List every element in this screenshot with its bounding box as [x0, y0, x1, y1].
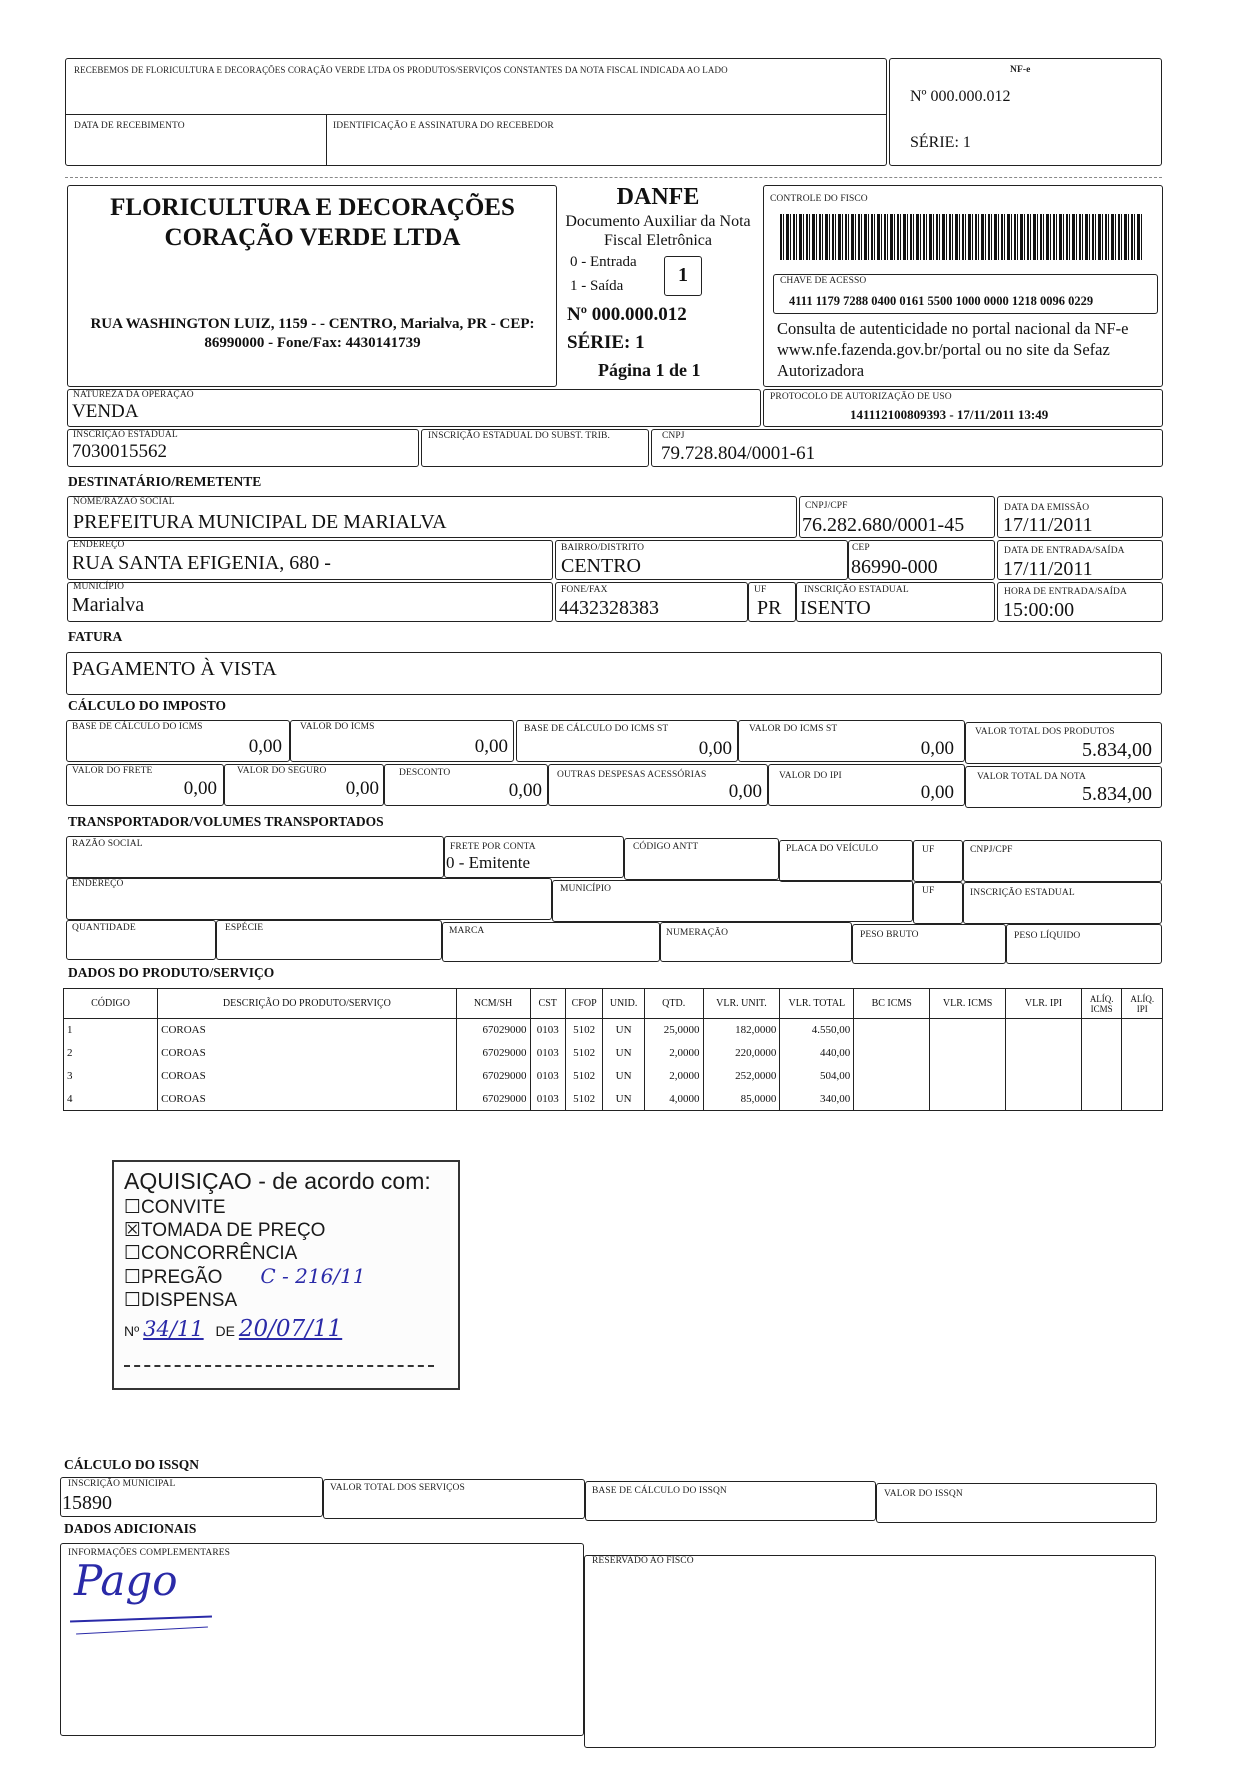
- cell-cfop: 5102: [565, 1088, 602, 1111]
- cell-vlr-unit: 220,0000: [703, 1042, 780, 1065]
- unchecked-box-icon: ☐: [124, 1243, 142, 1264]
- total-prod-label: VALOR TOTAL DOS PRODUTOS: [975, 727, 1115, 737]
- issqn-section: CÁLCULO DO ISSQN: [64, 1457, 200, 1472]
- canhoto-vdivider: [326, 114, 327, 166]
- stamp-title: AQUISIÇAO - de acordo com:: [124, 1168, 431, 1194]
- cell-codigo: 4: [64, 1088, 158, 1111]
- canhoto-serie: SÉRIE: 1: [910, 134, 971, 151]
- frete-label: VALOR DO FRETE: [72, 766, 153, 776]
- bc-icms-value: 0,00: [248, 736, 282, 757]
- transp-frete-value: 0 - Emitente: [446, 853, 531, 872]
- cell-bc-icms: [854, 1088, 930, 1111]
- receiver-signature-label: IDENTIFICAÇÃO E ASSINATURA DO RECEBEDOR: [333, 121, 554, 131]
- transporte-section: TRANSPORTADOR/VOLUMES TRANSPORTADOS: [68, 814, 384, 829]
- icms-label: VALOR DO ICMS: [300, 722, 375, 732]
- cell-codigo: 2: [64, 1042, 158, 1065]
- dest-nome-label: NOME/RAZÃO SOCIAL: [73, 497, 175, 507]
- cell-aliq-ipi: [1122, 1065, 1163, 1088]
- dest-entrada-value: 17/11/2011: [1003, 558, 1093, 580]
- outras-label: OUTRAS DESPESAS ACESSÓRIAS: [557, 770, 707, 780]
- transp-peso-liquido-label: PESO LÍQUIDO: [1014, 931, 1081, 941]
- cell-qtd: 2,0000: [644, 1065, 703, 1088]
- cell-vlr-unit: 85,0000: [703, 1088, 780, 1111]
- cell-cfop: 5102: [565, 1019, 602, 1042]
- transp-razao-label: RAZÃO SOCIAL: [72, 839, 143, 849]
- total-prod-value: 5.834,00: [1082, 739, 1152, 761]
- col-unid: UNID.: [603, 989, 644, 1019]
- handwritten-pago: Pago: [74, 1556, 178, 1605]
- transp-uf2-label: UF: [922, 886, 935, 896]
- checked-box-icon: ☒: [124, 1220, 142, 1241]
- col-ncm: NCM/SH: [456, 989, 530, 1019]
- transp-frete-label: FRETE POR CONTA: [450, 842, 536, 852]
- stamp-option-convite: ☐CONVITE: [124, 1197, 226, 1218]
- dest-ie-value: ISENTO: [800, 597, 871, 619]
- cell-unid: UN: [603, 1065, 644, 1088]
- seguro-value: 0,00: [345, 778, 379, 799]
- transp-municipio-label: MUNICÍPIO: [560, 884, 612, 894]
- transp-ie-label: INSCRIÇÃO ESTADUAL: [970, 888, 1075, 898]
- col-vlr-ipi: VLR. IPI: [1006, 989, 1082, 1019]
- cell-bc-icms: [854, 1065, 930, 1088]
- frete-value: 0,00: [183, 778, 217, 799]
- imposto-section: CÁLCULO DO IMPOSTO: [68, 698, 227, 713]
- cell-cfop: 5102: [565, 1065, 602, 1088]
- barcode-image: [780, 214, 1144, 260]
- table-row: [64, 1065, 1163, 1088]
- cell-vlr-ipi: [1006, 1019, 1082, 1042]
- cell-vlr-icms: [930, 1019, 1006, 1042]
- stamp-option-pregao: ☐PREGÃO C - 216/11: [124, 1264, 366, 1288]
- cell-aliq-icms: [1081, 1042, 1121, 1065]
- transp-peso-bruto-label: PESO BRUTO: [860, 930, 919, 940]
- cell-vlr-ipi: [1006, 1065, 1082, 1088]
- cut-line: [65, 177, 1162, 178]
- reservado-fisco-box: [584, 1555, 1156, 1748]
- dest-uf-value: PR: [757, 597, 782, 619]
- col-cfop: CFOP: [565, 989, 602, 1019]
- ipi-value: 0,00: [920, 782, 954, 803]
- cell-vlr-icms: [930, 1065, 1006, 1088]
- desconto-value: 0,00: [508, 780, 542, 801]
- ipi-label: VALOR DO IPI: [779, 771, 842, 781]
- table-row: [64, 1088, 1163, 1111]
- transp-qtd-label: QUANTIDADE: [72, 923, 136, 933]
- col-vlr-total: VLR. TOTAL: [780, 989, 854, 1019]
- stamp-option-concorrencia: ☐CONCORRÊNCIA: [124, 1243, 298, 1264]
- transp-endereco-box: [66, 878, 552, 920]
- cell-vlr-total: 340,00: [780, 1088, 854, 1111]
- danfe-number: Nº 000.000.012: [567, 304, 687, 325]
- canhoto-nfe-label: NF-e: [1010, 65, 1031, 75]
- dest-cep-value: 86990-000: [851, 556, 938, 578]
- issqn-base-label: BASE DE CÁLCULO DO ISSQN: [592, 1486, 727, 1496]
- bc-st-value: 0,00: [698, 738, 732, 759]
- stamp-handwritten-date: 20/07/11: [238, 1316, 343, 1342]
- cell-aliq-ipi: [1122, 1088, 1163, 1111]
- cell-aliq-icms: [1081, 1088, 1121, 1111]
- info-complementares-label: INFORMAÇÕES COMPLEMENTARES: [68, 1548, 231, 1558]
- cell-unid: UN: [603, 1019, 644, 1042]
- dest-endereco-value: RUA SANTA EFIGENIA, 680 -: [72, 552, 331, 574]
- danfe-title: DANFE: [616, 184, 700, 210]
- stamp-option-dispensa: ☐DISPENSA: [124, 1290, 238, 1311]
- cell-aliq-icms: [1081, 1065, 1121, 1088]
- controle-fisco-label: CONTROLE DO FISCO: [770, 194, 868, 204]
- cell-ncm: 67029000: [456, 1065, 530, 1088]
- transp-uf-box: [913, 840, 963, 882]
- danfe-entrada: 0 - Entrada: [570, 254, 637, 270]
- dest-cep-label: CEP: [852, 543, 870, 553]
- cell-qtd: 25,0000: [644, 1019, 703, 1042]
- stamp-number-line: Nº 34/11 DE 20/07/11: [124, 1316, 343, 1342]
- cell-qtd: 4,0000: [644, 1088, 703, 1111]
- transp-numeracao-label: NUMERAÇÃO: [666, 928, 729, 938]
- cell-vlr-ipi: [1006, 1088, 1082, 1111]
- col-descricao: DESCRIÇÃO DO PRODUTO/SERVIÇO: [158, 989, 457, 1019]
- canhoto-number: Nº 000.000.012: [910, 88, 1011, 105]
- receipt-date-label: DATA DE RECEBIMENTO: [74, 121, 185, 131]
- ie-label: INSCRIÇÃO ESTADUAL: [73, 430, 178, 440]
- acquisition-stamp: [112, 1160, 460, 1390]
- transp-antt-label: CÓDIGO ANTT: [633, 842, 699, 852]
- stamp-signature-line: [124, 1365, 434, 1367]
- consulta-text: Consulta de autenticidade no portal nacional da NF-e www.nfe.fazenda.gov.br/portal ou no site da Sefaz Autorizadora: [777, 319, 1129, 380]
- danfe-serie: SÉRIE: 1: [567, 332, 645, 353]
- dest-uf-label: UF: [754, 585, 767, 595]
- cell-ncm: 67029000: [456, 1042, 530, 1065]
- dest-hora-value: 15:00:00: [1003, 599, 1075, 621]
- stamp-option-tomada: ☒TOMADA DE PREÇO: [124, 1220, 326, 1241]
- col-aliq-icms: ALÍQ. ICMS: [1081, 989, 1121, 1019]
- cell-vlr-total: 504,00: [780, 1065, 854, 1088]
- col-vlr-icms: VLR. ICMS: [930, 989, 1006, 1019]
- unchecked-box-icon: ☐: [124, 1290, 142, 1311]
- destinatario-section: DESTINATÁRIO/REMETENTE: [68, 474, 262, 489]
- dest-fone-label: FONE/FAX: [561, 585, 608, 595]
- cell-aliq-ipi: [1122, 1019, 1163, 1042]
- icms-value: 0,00: [474, 736, 508, 757]
- natureza-value: VENDA: [72, 401, 139, 422]
- cell-bc-icms: [854, 1042, 930, 1065]
- col-aliq-ipi: ALÍQ. IPI: [1122, 989, 1163, 1019]
- col-bc-icms: BC ICMS: [854, 989, 930, 1019]
- cell-vlr-ipi: [1006, 1042, 1082, 1065]
- table-row: [64, 1042, 1163, 1065]
- cell-cfop: 5102: [565, 1042, 602, 1065]
- natureza-label: NATUREZA DA OPERAÇÃO: [73, 390, 194, 400]
- table-row: [64, 1019, 1163, 1042]
- bc-icms-label: BASE DE CÁLCULO DO ICMS: [72, 722, 203, 732]
- cell-vlr-unit: 252,0000: [703, 1065, 780, 1088]
- transp-uf2-box: [913, 882, 963, 924]
- icms-st-label: VALOR DO ICMS ST: [749, 724, 838, 734]
- chave-value: 4111 1179 7288 0400 0161 5500 1000 0000 1218 0096 0229: [789, 294, 1094, 308]
- cell-cst: 0103: [530, 1088, 565, 1111]
- col-qtd: QTD.: [644, 989, 703, 1019]
- dest-hora-label: HORA DE ENTRADA/SAÍDA: [1004, 587, 1127, 597]
- danfe-tipo-box: 1: [664, 256, 702, 296]
- dest-bairro-value: CENTRO: [561, 555, 641, 577]
- reservado-fisco-label: RESERVADO AO FISCO: [592, 1556, 694, 1566]
- issqn-im-value: 15890: [62, 1492, 112, 1514]
- dest-cnpj-value: 76.282.680/0001-45: [802, 514, 965, 536]
- cnpj-value: 79.728.804/0001-61: [661, 443, 816, 464]
- desconto-label: DESCONTO: [399, 768, 451, 778]
- transp-marca-label: MARCA: [449, 926, 485, 936]
- transp-endereco-label: ENDEREÇO: [72, 879, 124, 889]
- cell-unid: UN: [603, 1042, 644, 1065]
- emitente-name: FLORICULTURA E DECORAÇÕES CORAÇÃO VERDE LTDA: [110, 194, 515, 251]
- products-table: [63, 988, 1163, 1111]
- cell-aliq-icms: [1081, 1019, 1121, 1042]
- dest-ie-label: INSCRIÇÃO ESTADUAL: [804, 585, 909, 595]
- protocolo-value: 141112100809393 - 17/11/2011 13:49: [850, 407, 1049, 422]
- col-cst: CST: [530, 989, 565, 1019]
- transp-placa-label: PLACA DO VEÍCULO: [786, 844, 879, 854]
- dest-municipio-value: Marialva: [72, 594, 145, 616]
- unchecked-box-icon: ☐: [124, 1197, 142, 1218]
- canhoto-text: RECEBEMOS DE FLORICULTURA E DECORAÇÕES CORAÇÃO VERDE LTDA OS PRODUTOS/SERVIÇOS CONSTANTES DA NOTA FISCAL INDICADA AO LADO: [74, 65, 728, 75]
- fatura-value: PAGAMENTO À VISTA: [72, 658, 277, 680]
- cell-bc-icms: [854, 1019, 930, 1042]
- fatura-section: FATURA: [68, 629, 123, 644]
- cell-descricao: COROAS: [158, 1088, 457, 1111]
- outras-value: 0,00: [728, 781, 762, 802]
- dest-nome-value: PREFEITURA MUNICIPAL DE MARIALVA: [73, 511, 447, 533]
- cell-descricao: COROAS: [158, 1019, 457, 1042]
- cnpj-label: CNPJ: [662, 431, 685, 441]
- dest-entrada-label: DATA DE ENTRADA/SAÍDA: [1004, 546, 1125, 556]
- stamp-handwritten-process: C - 216/11: [260, 1264, 366, 1288]
- cell-vlr-unit: 182,0000: [703, 1019, 780, 1042]
- total-nota-value: 5.834,00: [1082, 783, 1152, 805]
- issqn-servicos-label: VALOR TOTAL DOS SERVIÇOS: [330, 1483, 465, 1493]
- cell-aliq-ipi: [1122, 1042, 1163, 1065]
- chave-label: CHAVE DE ACESSO: [780, 276, 867, 286]
- total-nota-label: VALOR TOTAL DA NOTA: [977, 772, 1087, 782]
- products-header-row: [64, 989, 1163, 1019]
- issqn-im-label: INSCRIÇÃO MUNICIPAL: [68, 1479, 176, 1489]
- stamp-handwritten-number: 34/11: [143, 1317, 204, 1341]
- cell-cst: 0103: [530, 1019, 565, 1042]
- cell-cst: 0103: [530, 1065, 565, 1088]
- transp-uf-label: UF: [922, 845, 935, 855]
- transp-peso-liquido-box: [1006, 924, 1162, 964]
- dest-fone-value: 4432328383: [559, 597, 659, 619]
- cell-qtd: 2,0000: [644, 1042, 703, 1065]
- cell-codigo: 1: [64, 1019, 158, 1042]
- cell-vlr-total: 440,00: [780, 1042, 854, 1065]
- dest-cnpj-label: CNPJ/CPF: [805, 501, 848, 511]
- issqn-valor-label: VALOR DO ISSQN: [884, 1489, 963, 1499]
- cell-vlr-total: 4.550,00: [780, 1019, 854, 1042]
- unchecked-box-icon: ☐: [124, 1267, 142, 1288]
- protocolo-label: PROTOCOLO DE AUTORIZAÇÃO DE USO: [770, 392, 952, 402]
- emitente-address: RUA WASHINGTON LUIZ, 1159 - - CENTRO, Marialva, PR - CEP: 86990000 - Fone/Fax: 4430141739: [90, 316, 535, 351]
- danfe-subtitle: Documento Auxiliar da Nota Fiscal Eletrônica: [565, 213, 751, 249]
- cell-codigo: 3: [64, 1065, 158, 1088]
- ie-value: 7030015562: [72, 441, 167, 462]
- seguro-label: VALOR DO SEGURO: [237, 766, 327, 776]
- col-codigo: CÓDIGO: [64, 989, 158, 1019]
- cell-vlr-icms: [930, 1042, 1006, 1065]
- dest-emissao-label: DATA DA EMISSÃO: [1004, 503, 1090, 513]
- produtos-section: DADOS DO PRODUTO/SERVIÇO: [68, 965, 275, 980]
- cell-vlr-icms: [930, 1088, 1006, 1111]
- canhoto-divider: [65, 114, 887, 115]
- danfe-pagina: Página 1 de 1: [598, 360, 701, 380]
- dest-endereco-label: ENDEREÇO: [73, 540, 125, 550]
- cell-ncm: 67029000: [456, 1019, 530, 1042]
- cell-ncm: 67029000: [456, 1088, 530, 1111]
- dest-municipio-label: MUNICÍPIO: [73, 582, 125, 592]
- transp-especie-label: ESPÉCIE: [225, 923, 264, 933]
- dest-bairro-label: BAIRRO/DISTRITO: [561, 543, 645, 553]
- icms-st-value: 0,00: [920, 738, 954, 759]
- adicionais-section: DADOS ADICIONAIS: [64, 1521, 197, 1536]
- cell-descricao: COROAS: [158, 1042, 457, 1065]
- dest-emissao-value: 17/11/2011: [1003, 514, 1093, 536]
- ie-st-label: INSCRIÇÃO ESTADUAL DO SUBST. TRIB.: [428, 431, 610, 441]
- col-vlr-unit: VLR. UNIT.: [703, 989, 780, 1019]
- cell-unid: UN: [603, 1088, 644, 1111]
- danfe-saida: 1 - Saída: [570, 278, 624, 294]
- transp-cnpj-label: CNPJ/CPF: [970, 845, 1013, 855]
- cell-descricao: COROAS: [158, 1065, 457, 1088]
- bc-st-label: BASE DE CÁLCULO DO ICMS ST: [524, 724, 669, 734]
- cell-cst: 0103: [530, 1042, 565, 1065]
